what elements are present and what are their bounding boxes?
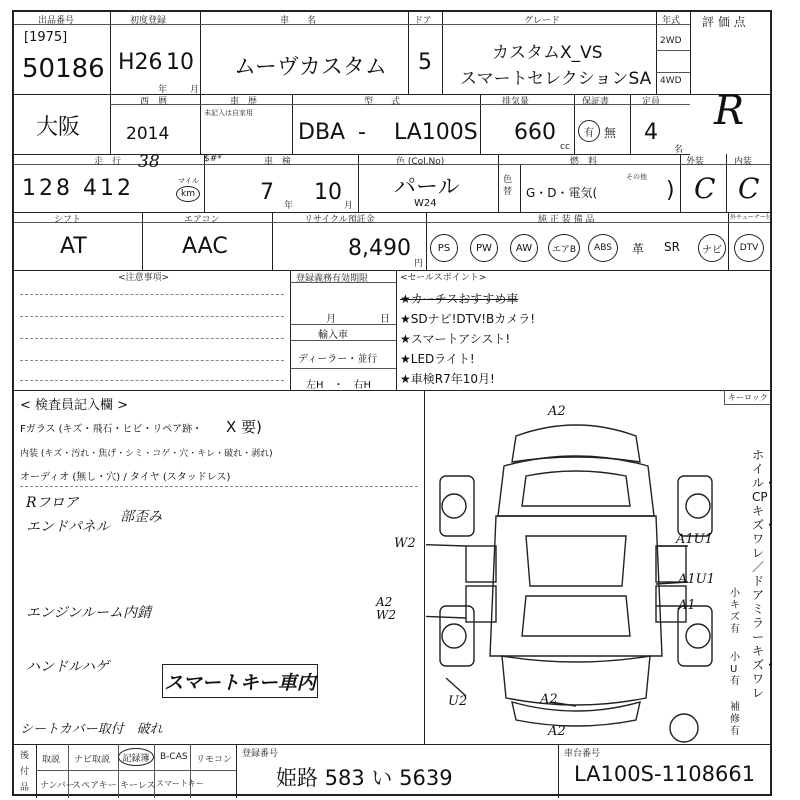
windshield-outline (522, 471, 630, 506)
fr-wheel-outline (678, 476, 712, 536)
inspector-title: < 検査員記入欄 > (20, 398, 129, 413)
lbl-aircon: エアコン (184, 215, 220, 225)
lbl-equipment: 純 正 装 備 品 (538, 215, 595, 225)
lbl-reg-no: 登録番号 (242, 749, 279, 759)
venue: 大阪 (36, 115, 81, 140)
lbl-chassis-no: 車台番号 (564, 749, 601, 759)
dealer-parallel: ディーラー・並行 (298, 354, 378, 365)
grade-line2: スマートセレクションSA (460, 69, 652, 89)
acc-manual: 取説 (42, 755, 61, 765)
color-change-label: 色替 (503, 175, 513, 197)
lbl-caution: <注意事項> (118, 273, 170, 283)
acc-remote: リモコン (196, 755, 233, 765)
fl-wheel-outline (440, 476, 474, 536)
glass-line: Fガラス (キズ・飛石・ヒビ・リペア跡・ (20, 424, 203, 435)
leader-a2w2-left (426, 616, 466, 618)
lbl-score: 評 価 点 (702, 15, 746, 29)
inspection-year: 7 (260, 180, 274, 205)
left-rear-lamp-outline (442, 624, 466, 648)
model-code: LA100S (394, 120, 478, 145)
lbl-tuner: 外チューナー付 (730, 214, 772, 221)
year-value: 2014 (126, 124, 170, 144)
acc-record-book-label: 記録簿 (122, 753, 150, 764)
mark-a2-front: A2 (548, 404, 566, 419)
interior-line: 内装 (キズ・汚れ・焦げ・シミ・コゲ・穴・キレ・破れ・剥れ) (20, 449, 273, 459)
mark-u2-rear: U2 (448, 694, 468, 709)
mark-a2w2-left: A2 W2 (376, 595, 396, 622)
handle-side: 左H ・ 右H (306, 380, 372, 391)
rr-wheel-outline (678, 606, 712, 666)
equip-navi (698, 234, 726, 262)
acc-spare-key: スペアキー (72, 781, 117, 791)
mileage-unit-km (176, 186, 200, 202)
right-mirror-outline (686, 494, 710, 518)
equip-sunroof: SR (664, 240, 680, 254)
interior-grade: C (738, 172, 760, 205)
mark-w2-left: W2 (394, 536, 416, 551)
mark-a2-bottom: A2 (548, 724, 566, 739)
acc-smart-key: スマートキー (156, 779, 204, 788)
sales-point-1: ★カーチスおすすめ車 (400, 292, 519, 306)
expiry-day: 日 (380, 314, 390, 325)
equip-ps-label: PS (437, 242, 451, 254)
equip-aw-label: AW (515, 242, 533, 254)
recycle-unit: 円 (414, 259, 424, 269)
mileage-value: 128 412 (22, 176, 134, 201)
leader-w2-left (426, 544, 466, 546)
hood-outline (498, 456, 654, 516)
roof-outline (526, 536, 626, 586)
rear-window-outline (522, 596, 630, 636)
hand-note-steering: ハンドルハゲ (26, 659, 110, 675)
first-reg-era: H26 (118, 50, 163, 75)
lbl-grade: グレード (524, 16, 561, 26)
smart-key-note: スマートキー車内 (164, 671, 316, 694)
fuel-other: その他 (626, 173, 647, 181)
lot-number: 50186 (22, 54, 105, 84)
lbl-capacity: 定員 (642, 97, 661, 107)
lbl-reg-expiry: 登録義務有効期限 (296, 274, 369, 284)
expiry-month: 月 (326, 314, 336, 325)
lbl-exterior: 外装 (686, 157, 705, 167)
mark-a1-right: A1 (678, 598, 696, 613)
equip-pw (470, 234, 498, 262)
acc-record-book (118, 748, 154, 766)
smart-key-box (162, 664, 318, 698)
lbl-lot-no: 出品番号 (38, 16, 75, 26)
lbl-import: 輸入車 (318, 330, 348, 341)
hand-note-rfloor: Rフロア (26, 495, 79, 511)
fuel-close: ) (666, 178, 675, 203)
regfix-note: 未記入は自家用 (204, 109, 253, 117)
lbl-year-unit: 年 (158, 85, 168, 95)
mark-a1u1-right: A1U1 (676, 532, 713, 547)
reg-number: 姫路 583 い 5639 (276, 766, 453, 790)
equip-pw-label: PW (476, 242, 492, 254)
right-rear-lamp-outline (686, 624, 710, 648)
hand-note-distortion: 部歪み (120, 509, 162, 525)
drive-4wd: 4WD (660, 76, 682, 86)
lbl-color: 色 (Col.No) (396, 157, 445, 167)
displacement-value: 660 (514, 120, 556, 145)
warranty-no: 無 (604, 126, 617, 140)
mileage-unit-mile: マイル (178, 177, 199, 185)
fuel-value: G・D・電気( (526, 186, 598, 200)
auction-sheet (12, 10, 777, 796)
aircon-value: AAC (182, 234, 228, 259)
chassis-number: LA100S-1108661 (574, 762, 756, 786)
lbl-shift: シフト (54, 215, 82, 225)
lbl-month-unit: 月 (190, 85, 200, 95)
drive-2wd: 2WD (660, 36, 682, 46)
equip-navi-label: ナビ (702, 244, 722, 256)
side-small-dent: 小U有 (730, 652, 740, 687)
acc-navi-manual: ナビ取説 (74, 755, 111, 765)
hand-note-engine-rust: エンジンルーム内錆 (26, 605, 151, 621)
lbl-car-name: 車 名 (280, 16, 317, 26)
color-code: W24 (414, 198, 437, 209)
recycle-value: 8,490 (348, 236, 411, 261)
lbl-warranty: 保証書 (582, 97, 610, 107)
inspection-month-unit: 月 (344, 201, 354, 211)
lbl-doors: ドア (414, 16, 432, 26)
equip-dtv-label: DTV (739, 243, 759, 253)
mark-a2-rear: A2 (540, 692, 558, 707)
color-name: パール (394, 175, 460, 200)
km-label: km (181, 189, 195, 199)
inspection-month: 10 (314, 180, 342, 205)
lbl-first-reg: 初度登録 (130, 16, 167, 26)
equip-airbag (548, 234, 580, 262)
warranty-yes-circle (578, 120, 600, 142)
lbl-recycle: リサイクル預託金 (304, 215, 375, 225)
equip-abs-label: ABS (594, 243, 612, 253)
equip-airbag-label: エアB (551, 244, 577, 255)
lbl-sales-points: <セールスポイント> (400, 273, 487, 283)
equip-abs (588, 234, 618, 262)
audio-line: オーディオ (無し・穴) / タイヤ (スタッドレス) (20, 472, 231, 483)
model-sep: - (358, 120, 366, 145)
mileage-hand-note: 38 (138, 152, 160, 172)
lbl-displacement: 排気量 (502, 97, 530, 107)
glass-mark: X 要) (226, 418, 262, 436)
lbl-mileage: 走 行 (94, 157, 122, 167)
side-small-scratch: 小キズ有 (730, 588, 740, 635)
shift-value: AT (60, 234, 87, 259)
capacity-value: 4 (644, 120, 658, 145)
hand-note-seatcover: シートカバー取付 破れ (20, 722, 163, 737)
car-name: ムーヴカスタム (234, 55, 387, 80)
equip-dtv (734, 234, 764, 262)
lbl-inspection: 車 検 (264, 157, 292, 167)
capacity-unit: 名 (674, 145, 684, 155)
sales-point-4: ★LEDライト! (400, 352, 475, 366)
lbl-symbol: $#* (204, 154, 222, 164)
mark-a1u1-right-2: A1U1 (678, 572, 715, 587)
grade-line1: カスタムX_VS (492, 43, 603, 63)
model-prefix: DBA (298, 120, 346, 145)
score-value: R (714, 88, 745, 134)
acc-label-2: 付 (20, 767, 30, 777)
sales-point-5: ★車検R7年10月! (400, 372, 495, 386)
lbl-model: 型 式 (364, 97, 401, 107)
cc-unit: cc (560, 142, 570, 152)
warranty-yes: 有 (584, 127, 594, 139)
code-bracket: [1975] (24, 30, 68, 45)
lbl-interior: 内装 (734, 157, 753, 167)
tailgate-outline (502, 656, 650, 705)
acc-number-plate: ナンバー (40, 781, 75, 791)
sales-point-3: ★スマートアシスト! (400, 332, 511, 346)
equip-leather: 革 (632, 242, 645, 256)
exterior-grade: C (694, 172, 716, 205)
side-text-wheel-mirror: ホイル・CPキズ・ワレ／ドアミラーキズ・ワレ (752, 448, 777, 700)
lbl-year-model: 年式 (662, 16, 681, 26)
acc-bcas: B-CAS (160, 752, 188, 762)
lbl-western-year: 西 暦 (140, 97, 168, 107)
rl-wheel-outline (440, 606, 474, 666)
keylock-label: キーロック (728, 393, 768, 402)
acc-label-1: 後 (20, 751, 30, 761)
hand-note-endpanel: エンドパネル (26, 519, 110, 535)
equip-ps (430, 234, 458, 262)
equip-aw (510, 234, 538, 262)
doors-value: 5 (418, 50, 432, 75)
sales-point-2: ★SDナビ!DTV!Bカメラ! (400, 312, 536, 326)
inspection-year-unit: 年 (284, 201, 294, 211)
acc-label-3: 品 (20, 783, 30, 793)
left-front-door-outline (466, 546, 496, 582)
first-reg-month: 10 (166, 50, 194, 75)
lbl-car-history: 車 歴 (230, 97, 258, 107)
lbl-fuel: 燃 料 (570, 157, 598, 167)
acc-keyless: キーレス (120, 781, 156, 791)
side-small-repair: 補修有 (730, 702, 740, 737)
spare-tire-outline (670, 714, 698, 742)
left-mirror-outline (442, 494, 466, 518)
